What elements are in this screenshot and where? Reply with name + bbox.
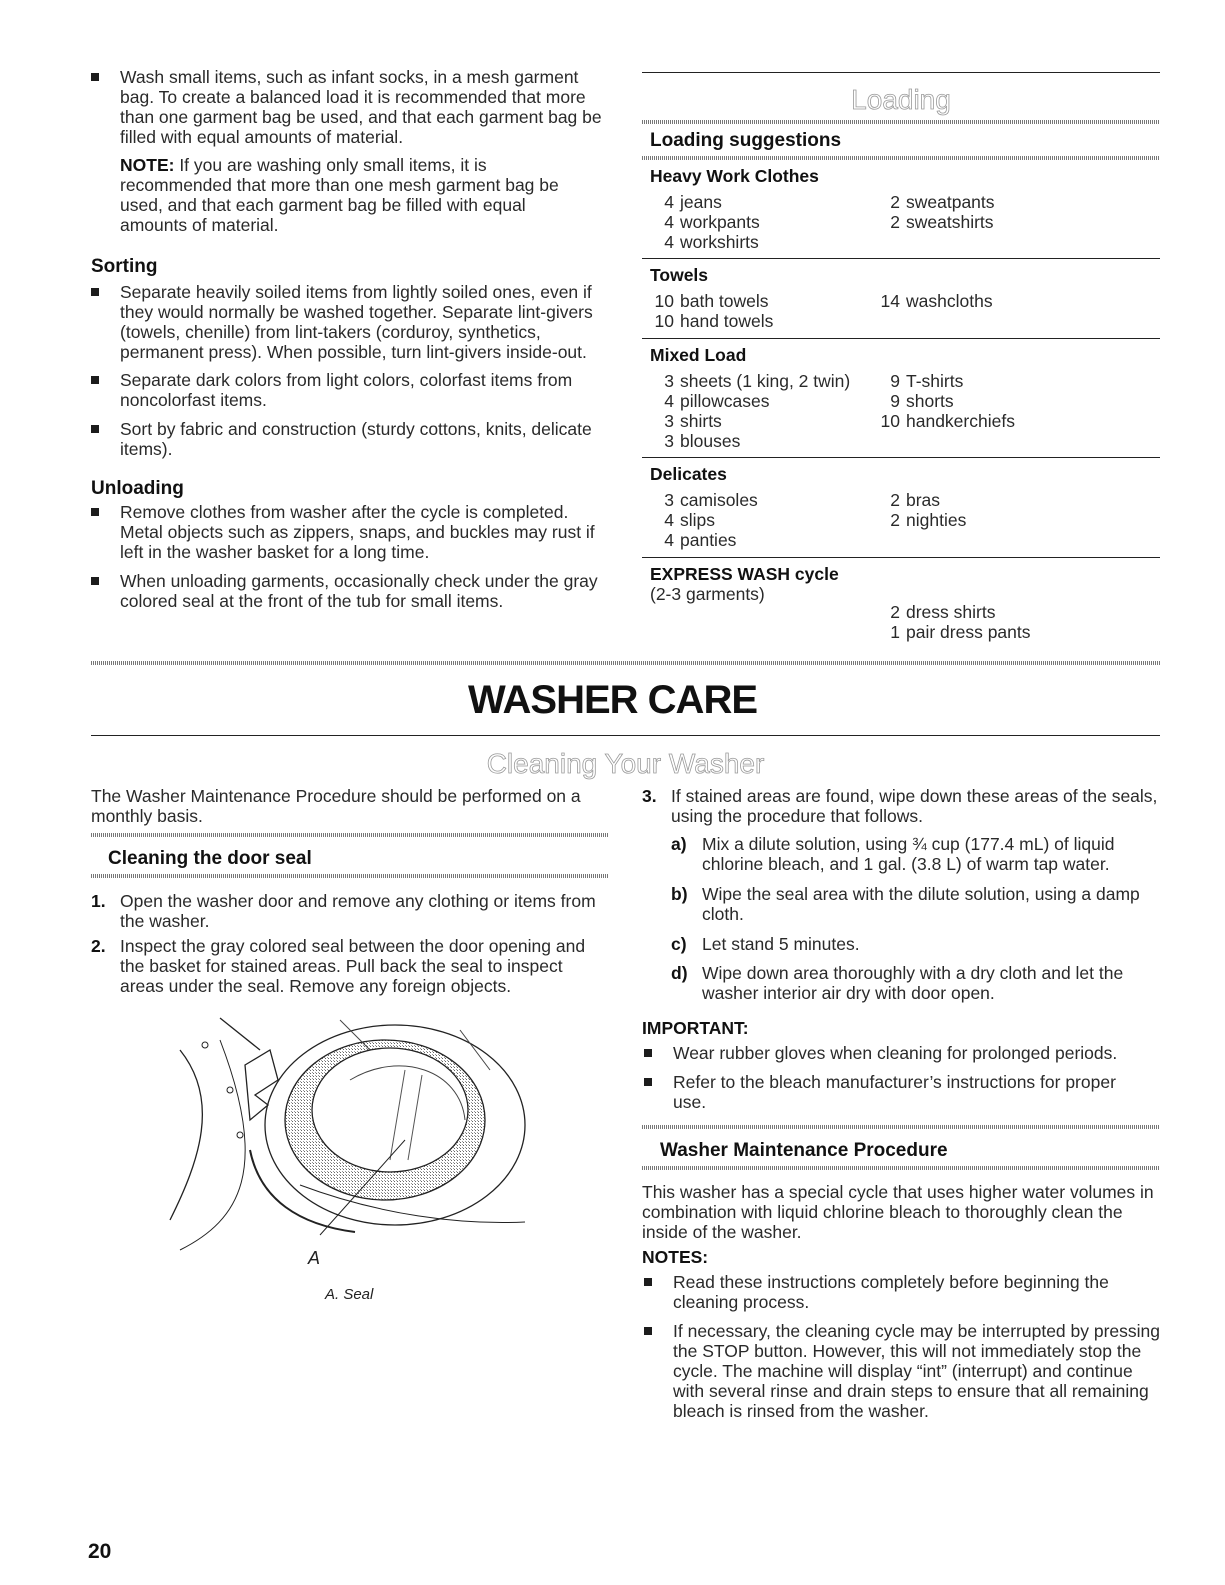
table-rule <box>642 457 1160 458</box>
list-item: 10 hand towels <box>654 311 774 331</box>
group-right-list <box>876 192 1156 232</box>
dither-rule <box>91 661 1160 665</box>
dither-rule <box>642 1166 1160 1170</box>
group-heading: Delicates <box>650 464 727 484</box>
step-text: Inspect the gray colored seal between the door opening and the basket for stained areas. Pull back the seal to inspect areas under the seal. Remove any foreign objects. <box>120 936 586 996</box>
list-item: 2 sweatshirts <box>890 212 994 232</box>
group-right-list <box>876 490 1156 530</box>
maintenance-heading: Washer Maintenance Procedure <box>660 1140 948 1161</box>
table-rule <box>642 557 1160 558</box>
list-item: 4 panties <box>664 530 737 550</box>
express-subheading: (2-3 garments) <box>650 584 765 604</box>
group-left-list <box>650 291 880 331</box>
dither-rule <box>91 833 609 837</box>
section-rule <box>91 735 1160 736</box>
unloading-item: When unloading garments, occasionally check under the gray colored seal at the front of the tub for small items. <box>120 571 598 611</box>
dither-rule <box>642 120 1160 124</box>
sorting-item: Separate heavily soiled items from lightly soiled ones, even if they would normally be washed together. Separate lint-givers (towels, chenille) from lint-takers (corduroy, synthetics, permanent press). When possible, turn lint-givers inside-out. <box>120 282 593 362</box>
dither-rule <box>642 1125 1160 1129</box>
sorting-heading: Sorting <box>91 256 158 277</box>
note-text: If you are washing only small items, it is recommended that more than one mesh garment bag be used, and that each garment bag be filled with equal amounts of material. <box>120 155 559 235</box>
notes-item: Read these instructions completely before beginning the cleaning process. <box>673 1272 1109 1312</box>
list-item: 2 sweatpants <box>890 192 995 212</box>
bullet-marker <box>91 577 99 585</box>
bullet-marker <box>91 73 99 81</box>
important-label: IMPORTANT: <box>642 1018 749 1038</box>
top-rule <box>642 72 1160 73</box>
bullet-marker <box>644 1327 652 1335</box>
list-item: 9 T-shirts <box>890 371 964 391</box>
loading-title: Loading <box>851 84 951 115</box>
table-rule <box>642 338 1160 339</box>
unloading-item: Remove clothes from washer after the cycle is completed. Metal objects such as zippers, snaps, and buckles may rust if left in the washer basket for a long time. <box>120 502 595 562</box>
step-item <box>91 936 611 996</box>
figure-caption: A. Seal <box>325 1286 374 1303</box>
list-item: 4 pillowcases <box>664 391 770 411</box>
note-paragraph <box>120 155 590 235</box>
bullet-marker <box>91 425 99 433</box>
substep-label: d) <box>671 963 688 983</box>
substep-label: c) <box>671 934 687 954</box>
step-number: 3. <box>642 786 657 806</box>
page-number: 20 <box>88 1540 112 1563</box>
step-number: 1. <box>91 891 106 911</box>
bullet-marker <box>644 1078 652 1086</box>
list-item: 4 slips <box>664 510 716 530</box>
washer-care-title: WASHER CARE <box>467 678 758 722</box>
figure-callout-letter: A <box>308 1248 321 1268</box>
substep-text: Wipe the seal area with the dilute solution, using a damp cloth. <box>702 884 1140 924</box>
list-item: 10 bath towels <box>654 291 769 311</box>
list-item: 1 pair dress pants <box>890 622 1031 642</box>
group-right-list <box>876 371 1156 431</box>
substep-label: a) <box>671 834 687 854</box>
dither-rule <box>642 156 1160 160</box>
step-item <box>642 786 1162 826</box>
step-number: 2. <box>91 936 106 956</box>
intro-paragraph: The Washer Maintenance Procedure should be performed on a monthly basis. <box>91 786 581 826</box>
group-left-list <box>650 371 880 451</box>
substep-text: Mix a dilute solution, using ¾ cup (177.4 mL) of liquid chlorine bleach, and 1 gal. (3.8 L) of warm tap water. <box>702 834 1115 874</box>
substep-label: b) <box>671 884 688 904</box>
list-item: 2 dress shirts <box>890 602 996 622</box>
list-item: 4 workshirts <box>664 232 759 252</box>
table-rule <box>642 258 1160 259</box>
list-item: 2 nighties <box>890 510 967 530</box>
list-item: 10 handkerchiefs <box>880 411 1015 431</box>
maintenance-paragraph: This washer has a special cycle that uses higher water volumes in combination with liquid chlorine bleach to thoroughly clean the inside of the washer. <box>642 1182 1154 1242</box>
sorting-item: Sort by fabric and construction (sturdy cottons, knits, delicate items). <box>120 419 592 459</box>
list-item: 4 workpants <box>664 212 760 232</box>
substep-item <box>671 963 1161 1003</box>
sorting-item: Separate dark colors from light colors, colorfast items from noncolorfast items. <box>120 370 573 410</box>
list-item: 2 bras <box>890 490 941 510</box>
list-item: 14 washcloths <box>880 291 993 311</box>
notes-label: NOTES: <box>642 1247 709 1267</box>
unloading-heading: Unloading <box>91 478 184 499</box>
substep-item <box>671 934 1161 954</box>
mesh-bag-paragraph: Wash small items, such as infant socks, in a mesh garment bag. To create a balanced load it is recommended that more than one garment bag be used, and that each garment bag be filled with equal amounts of material. <box>120 67 602 147</box>
step-text: If stained areas are found, wipe down these areas of the seals, using the procedure that follows. <box>671 786 1158 826</box>
important-item: Wear rubber gloves when cleaning for prolonged periods. <box>673 1043 1118 1063</box>
group-right-list <box>876 291 1156 311</box>
substep-item <box>671 834 1161 874</box>
dither-rule <box>91 874 609 878</box>
bullet-marker <box>91 376 99 384</box>
list-item: 3 sheets (1 king, 2 twin) <box>664 371 851 391</box>
important-item: Refer to the bleach manufacturer’s instructions for proper use. <box>673 1072 1116 1112</box>
door-seal-illustration <box>160 1010 540 1290</box>
bullet-marker <box>91 288 99 296</box>
bullet-marker <box>644 1278 652 1286</box>
substep-text: Wipe down area thoroughly with a dry cloth and let the washer interior air dry with door open. <box>702 963 1124 1003</box>
note-label: NOTE: <box>120 155 175 175</box>
list-item: 3 blouses <box>664 431 741 451</box>
express-heading: EXPRESS WASH cycle <box>650 564 839 584</box>
group-left-list <box>650 192 880 252</box>
group-heading: Towels <box>650 265 709 285</box>
substep-item <box>671 884 1161 924</box>
bullet-marker <box>91 508 99 516</box>
list-item: 9 shorts <box>890 391 954 411</box>
list-item: 4 jeans <box>664 192 722 212</box>
step-item <box>91 891 611 931</box>
loading-suggestions-heading: Loading suggestions <box>650 130 842 151</box>
group-heading: Heavy Work Clothes <box>650 166 819 186</box>
cleaning-your-washer-title: Cleaning Your Washer <box>486 748 765 779</box>
express-right-list <box>876 602 1156 642</box>
step-text: Open the washer door and remove any clothing or items from the washer. <box>120 891 596 931</box>
list-item: 3 shirts <box>664 411 722 431</box>
notes-item: If necessary, the cleaning cycle may be interrupted by pressing the STOP button. However, this will not immediately stop the cycle. The machine will display “int” (interrupt) and continue with several rinse and drain steps to ensure that all remaining bleach is rinsed from the washer. <box>673 1321 1161 1421</box>
group-heading: Mixed Load <box>650 345 747 365</box>
bullet-marker <box>644 1049 652 1057</box>
door-seal-heading: Cleaning the door seal <box>108 848 312 869</box>
group-left-list <box>650 490 880 550</box>
list-item: 3 camisoles <box>664 490 758 510</box>
substep-text: Let stand 5 minutes. <box>702 934 860 954</box>
